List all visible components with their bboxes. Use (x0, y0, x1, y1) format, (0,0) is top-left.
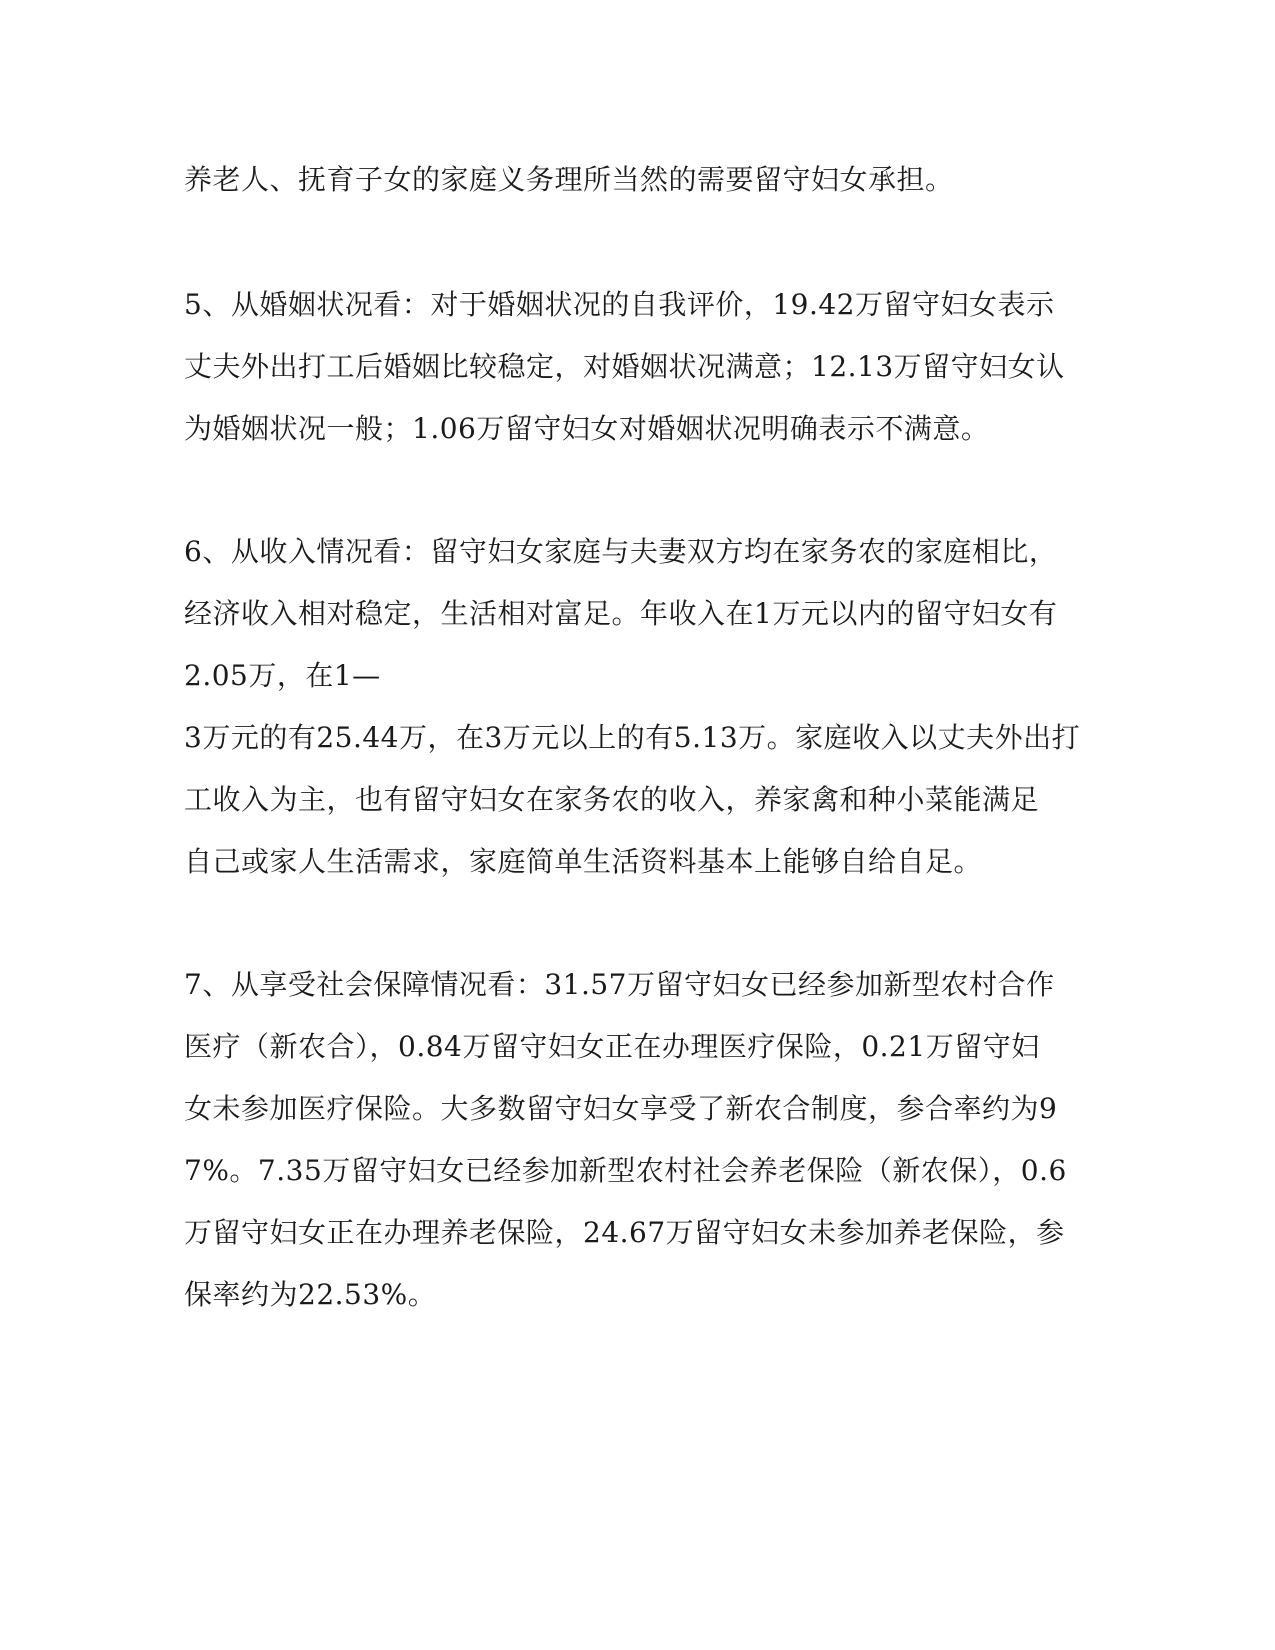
text-line: 万留守妇女正在办理养老保险，24.67万留守妇女未参加养老保险，参 (184, 1216, 1065, 1249)
text-line: 自己或家人生活需求，家庭简单生活资料基本上能够自给自足。 (184, 845, 983, 878)
text-line: 丈夫外出打工后婚姻比较稳定，对婚姻状况满意；12.13万留守妇女认 (184, 350, 1065, 383)
text-line: 医疗（新农合），0.84万留守妇女正在办理医疗保险，0.21万留守妇 (184, 1030, 1040, 1063)
text-line: 6、从收入情况看：留守妇女家庭与夫妻双方均在家务农的家庭相比， (184, 535, 1058, 568)
text-line: 工收入为主，也有留守妇女在家务农的收入，养家禽和种小菜能满足 (184, 783, 1040, 816)
text-line: 3万元的有25.44万，在3万元以上的有5.13万。家庭收入以丈夫外出打 (184, 721, 1081, 754)
text-line: 5、从婚姻状况看：对于婚姻状况的自我评价，19.42万留守妇女表示 (184, 288, 1055, 321)
text-line: 养老人、抚育子女的家庭义务理所当然的需要留守妇女承担。 (184, 163, 954, 196)
text-line: 2.05万，在1— (184, 659, 381, 692)
text-line: 保率约为22.53%。 (184, 1278, 437, 1311)
text-line: 为婚姻状况一般；1.06万留守妇女对婚姻状况明确表示不满意。 (184, 412, 990, 445)
text-line: 经济收入相对稳定，生活相对富足。年收入在1万元以内的留守妇女有 (184, 597, 1058, 630)
text-line: 7%。7.35万留守妇女已经参加新型农村社会养老保险（新农保），0.6 (184, 1154, 1067, 1187)
text-line: 7、从享受社会保障情况看：31.57万留守妇女已经参加新型农村合作 (184, 968, 1055, 1001)
text-line: 女未参加医疗保险。大多数留守妇女享受了新农合制度，参合率约为9 (184, 1092, 1058, 1125)
